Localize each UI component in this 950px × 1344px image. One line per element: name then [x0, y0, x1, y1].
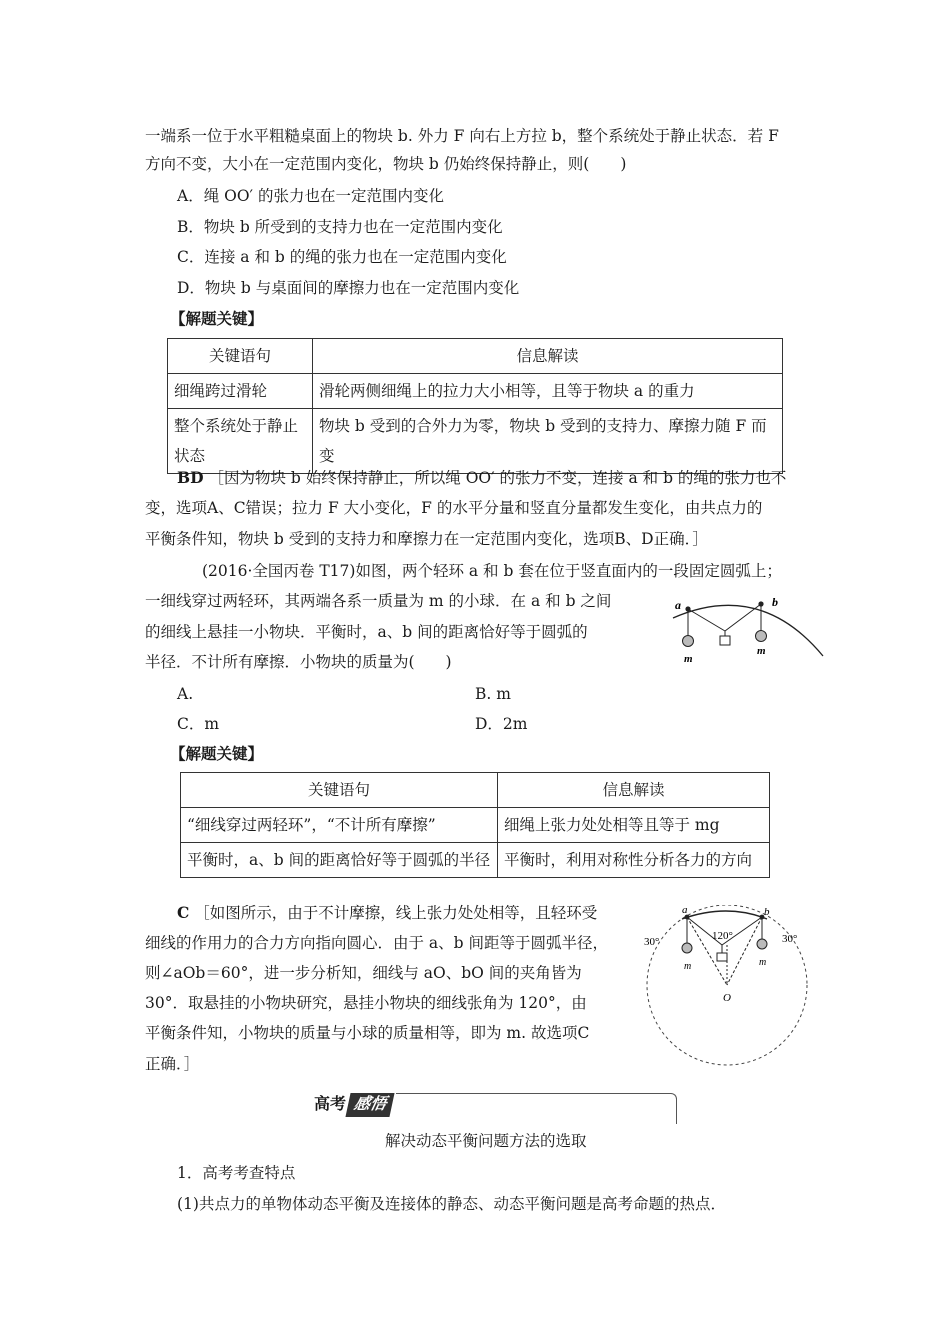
q2-option-d: D．2m: [475, 715, 528, 733]
fig2-angle-mid: 120°: [712, 930, 733, 942]
answer1-text-1: ［因为物块 b 始终保持静止，所以绳 OO′ 的张力不变，连接 a 和 b 的绳的张力也不: [208, 469, 787, 487]
answer2-line-4: 30°．取悬挂的小物块研究，悬挂小物块的细线张角为 120°，由: [145, 994, 587, 1012]
table2-row2-key: 平衡时，a、b 间的距离恰好等于圆弧的半径: [181, 843, 498, 878]
table1-row1-info: 滑轮两侧细绳上的拉力大小相等，且等于物块 a 的重力: [313, 374, 783, 409]
answer2-text-1: ［如图所示，由于不计摩擦，线上张力处处相等，且轻环受: [194, 904, 598, 922]
fig2-angle-right: 30°: [782, 933, 798, 945]
table1-row1-key: 细绳跨过滑轮: [168, 374, 313, 409]
intro-line-2: 方向不变，大小在一定范围内变化，物块 b 仍始终保持静止，则( ): [145, 155, 627, 173]
fig2-label-center: O: [723, 992, 731, 1004]
fig2-angle-left: 30°: [644, 936, 660, 948]
table2-header-info: 信息解读: [498, 773, 770, 808]
q2-line-1: (2016·全国丙卷 T17)如图，两个轻环 a 和 b 套在位于竖直面内的一段固定圆弧上；: [202, 562, 782, 580]
q1-option-c: C．连接 a 和 b 的绳的张力也在一定范围内变化: [177, 248, 507, 266]
answer1-line-1: [177, 467, 786, 489]
answer2-line-2: 细线的作用力的合力方向指向圆心．由于 a、b 间距等于圆弧半径，: [145, 934, 609, 952]
q2-line-3: 的细线上悬挂一小物块．平衡时，a、b 间的距离恰好等于圆弧的: [145, 623, 588, 641]
fig1-label-m-left: m: [684, 653, 693, 663]
force-analysis-figure: [642, 905, 817, 1070]
answer2-line-5: 平衡条件知，小物块的质量与小球的质量相等，即为 m. 故选项C: [145, 1024, 590, 1042]
banner-right-text: 感悟: [345, 1093, 394, 1117]
q1-option-d: D．物块 b 与桌面间的摩擦力也在一定范围内变化: [177, 279, 520, 297]
q2-option-b: B. m: [475, 685, 511, 703]
fig2-label-m-right: m: [759, 957, 767, 968]
item-1-1: (1)共点力的单物体动态平衡及连接体的静态、动态平衡问题是高考命题的热点．: [177, 1195, 726, 1213]
q2-option-c: C．m: [177, 715, 220, 733]
banner-left-text: 高考: [314, 1096, 347, 1113]
q2-line-4: 半径．不计所有摩擦．小物块的质量为( ): [145, 653, 452, 671]
item-1: 1．高考考查特点: [177, 1164, 296, 1182]
key-table-1: [167, 338, 783, 474]
section-title: 解决动态平衡问题方法的选取: [385, 1132, 587, 1150]
intro-line-1: 一端系一位于水平粗糙桌面上的物块 b. 外力 F 向右上方拉 b，整个系统处于静止状态．若 F: [145, 127, 779, 145]
table1-header-key: 关键语句: [168, 339, 313, 374]
q1-option-b: B．物块 b 所受到的支持力也在一定范围内变化: [177, 218, 503, 236]
q2-option-a: A.: [177, 685, 194, 703]
answer2-line-6: 正确．］: [145, 1055, 200, 1073]
fig2-label-m-left: m: [684, 961, 692, 972]
answer1-line-3: 平衡条件知，物块 b 受到的支持力和摩擦力在一定范围内变化，选项B、D正确．］: [145, 530, 708, 548]
key-heading-2: 【解题关键】: [170, 744, 264, 763]
fig2-label-a: a: [682, 905, 688, 916]
ring-arc-figure: [665, 588, 830, 663]
fig1-label-b: b: [772, 595, 778, 609]
answer1-letter: BD: [177, 468, 204, 487]
fig1-label-a: a: [675, 598, 681, 612]
key-heading-1: 【解题关键】: [170, 309, 264, 328]
fig1-label-m-right: m: [757, 645, 766, 657]
table2-header-key: 关键语句: [181, 773, 498, 808]
table2-row1-info: 细绳上张力处处相等且等于 mg: [498, 808, 770, 843]
fig2-label-b: b: [764, 906, 770, 918]
table2-row1-key: “细线穿过两轻环”，“不计所有摩擦”: [181, 808, 498, 843]
key-table-2: [180, 772, 770, 878]
table1-row2-key: 整个系统处于静止状态: [168, 409, 313, 474]
q2-line-2: 一细线穿过两轻环，其两端各系一质量为 m 的小球．在 a 和 b 之间: [145, 592, 612, 610]
answer2-line-3: 则∠aOb＝60°，进一步分析知，细线与 aO、bO 间的夹角皆为: [145, 964, 582, 982]
gaokao-banner: [310, 1093, 676, 1123]
answer1-line-2: 变，选项A、C错误；拉力 F 大小变化，F 的水平分量和竖直分量都发生变化，由共点力的: [145, 499, 763, 517]
q1-option-a: A．绳 OO′ 的张力也在一定范围内变化: [177, 187, 444, 205]
answer2-letter: C: [177, 903, 190, 922]
table1-row2-info: 物块 b 受到的合外力为零，物块 b 受到的支持力、摩擦力随 F 而变: [313, 409, 783, 474]
table2-row2-info: 平衡时，利用对称性分析各力的方向: [498, 843, 770, 878]
table1-header-info: 信息解读: [313, 339, 783, 374]
answer2-line-1: [177, 902, 597, 924]
